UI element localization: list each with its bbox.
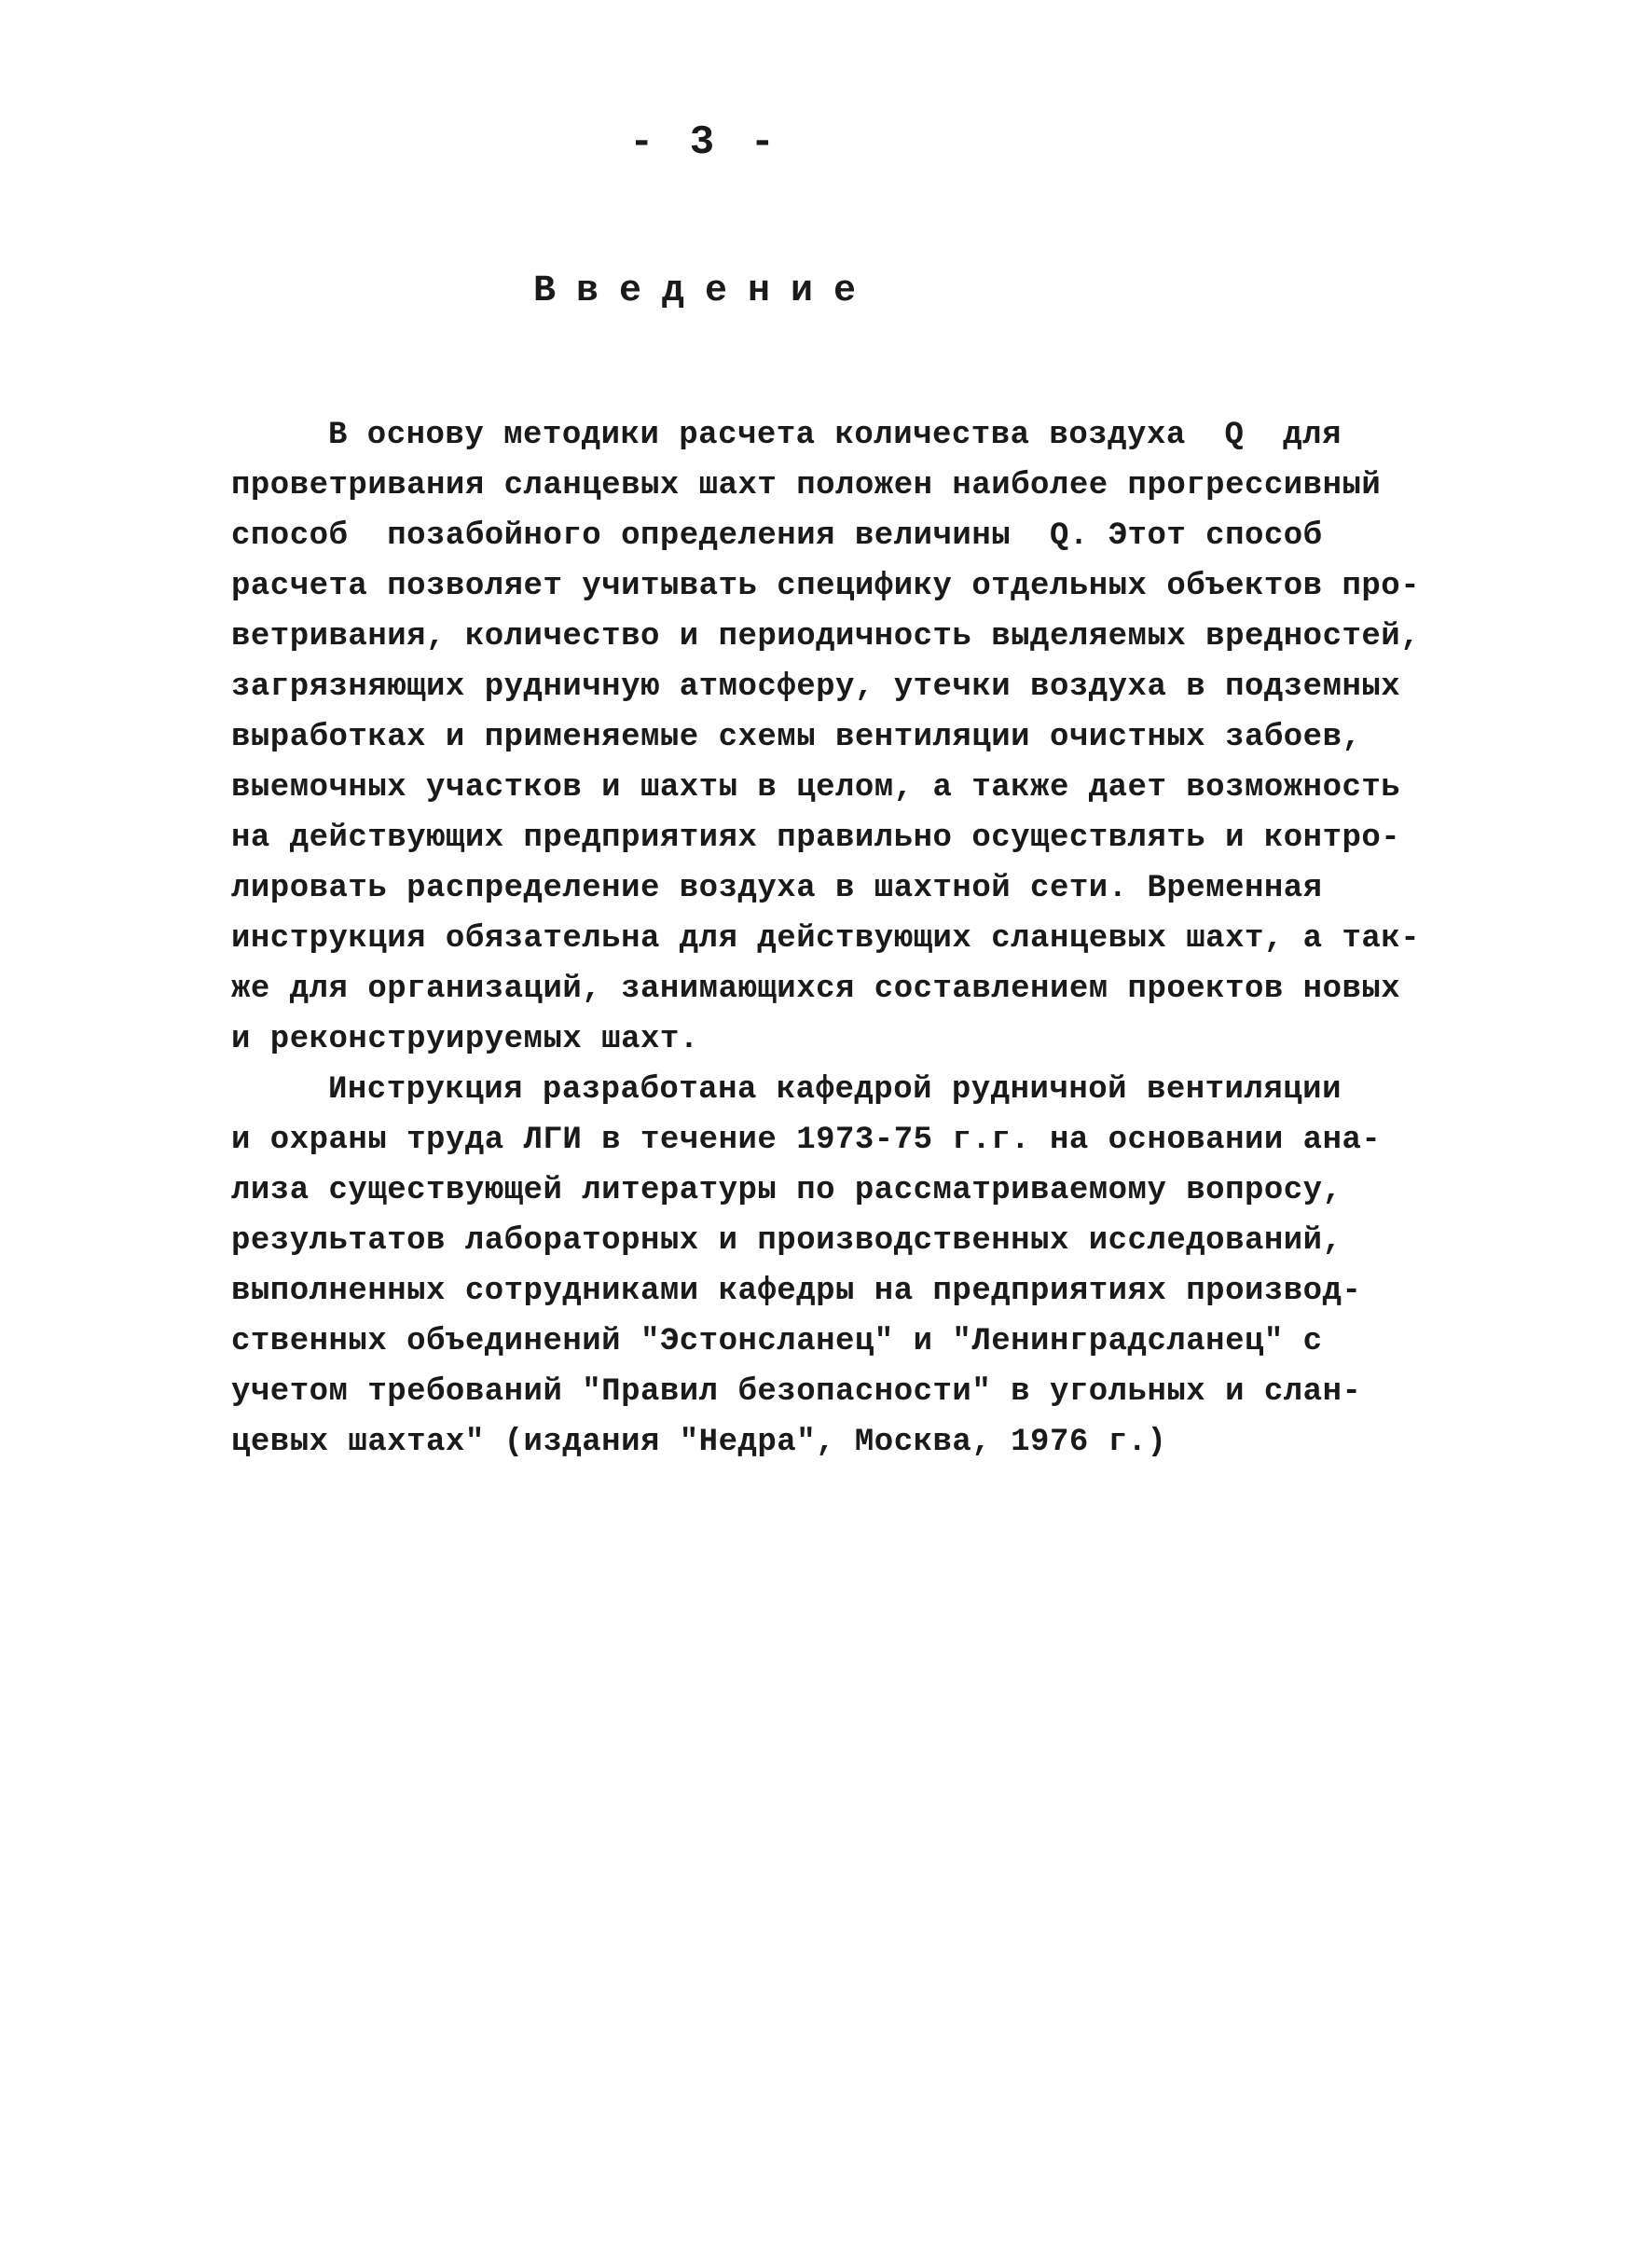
text-line: цевых шахтах" (издания "Недра", Москва, 1976 г.) [231, 1425, 1167, 1460]
text-line: выработках и применяемые схемы вентиляции очистных забоев, [231, 720, 1362, 755]
text-line: лиза существующей литературы по рассматриваемому вопросу, [231, 1173, 1342, 1208]
text-line: на действующих предприятиях правильно осуществлять и контро- [231, 820, 1401, 856]
text-line: и охраны труда ЛГИ в течение 1973-75 г.г. на основании ана- [231, 1123, 1382, 1158]
section-heading: Введение [532, 270, 877, 312]
text-line: ственных объединений "Эстонсланец" и "Ленинградсланец" с [231, 1324, 1323, 1359]
text-line: учетом требований "Правил безопасности" в угольных и слан- [231, 1374, 1362, 1410]
text-line: проветривания сланцевых шахт положен наиболее прогрессивный [231, 468, 1382, 503]
text-line: способ позабойного определения величины Q. Этот способ [231, 518, 1323, 554]
text-line: инструкция обязательна для действующих сланцевых шахт, а так- [231, 921, 1421, 957]
text-line: выемочных участков и шахты в целом, а также дает возможность [231, 770, 1401, 806]
text-line: же для организаций, занимающихся составлением проектов новых [231, 972, 1401, 1007]
text-line: и реконструируемых шахт. [231, 1022, 699, 1057]
page-number: - 3 - [628, 119, 781, 166]
text-line: В основу методики расчета количества воздуха Q для [328, 418, 1342, 453]
text-line: загрязняющих рудничную атмосферу, утечки воздуха в подземных [231, 669, 1401, 705]
text-line: ветривания, количество и периодичность выделяемых вредностей, [231, 619, 1421, 655]
text-line: результатов лабораторных и производственных исследований, [231, 1223, 1342, 1259]
text-line: выполненных сотрудниками кафедры на предприятиях производ- [231, 1274, 1362, 1309]
text-line: лировать распределение воздуха в шахтной сети. Временная [231, 871, 1323, 906]
text-line: Инструкция разработана кафедрой рудничной вентиляции [328, 1072, 1342, 1108]
text-line: расчета позволяет учитывать специфику отдельных объектов про- [231, 569, 1421, 604]
